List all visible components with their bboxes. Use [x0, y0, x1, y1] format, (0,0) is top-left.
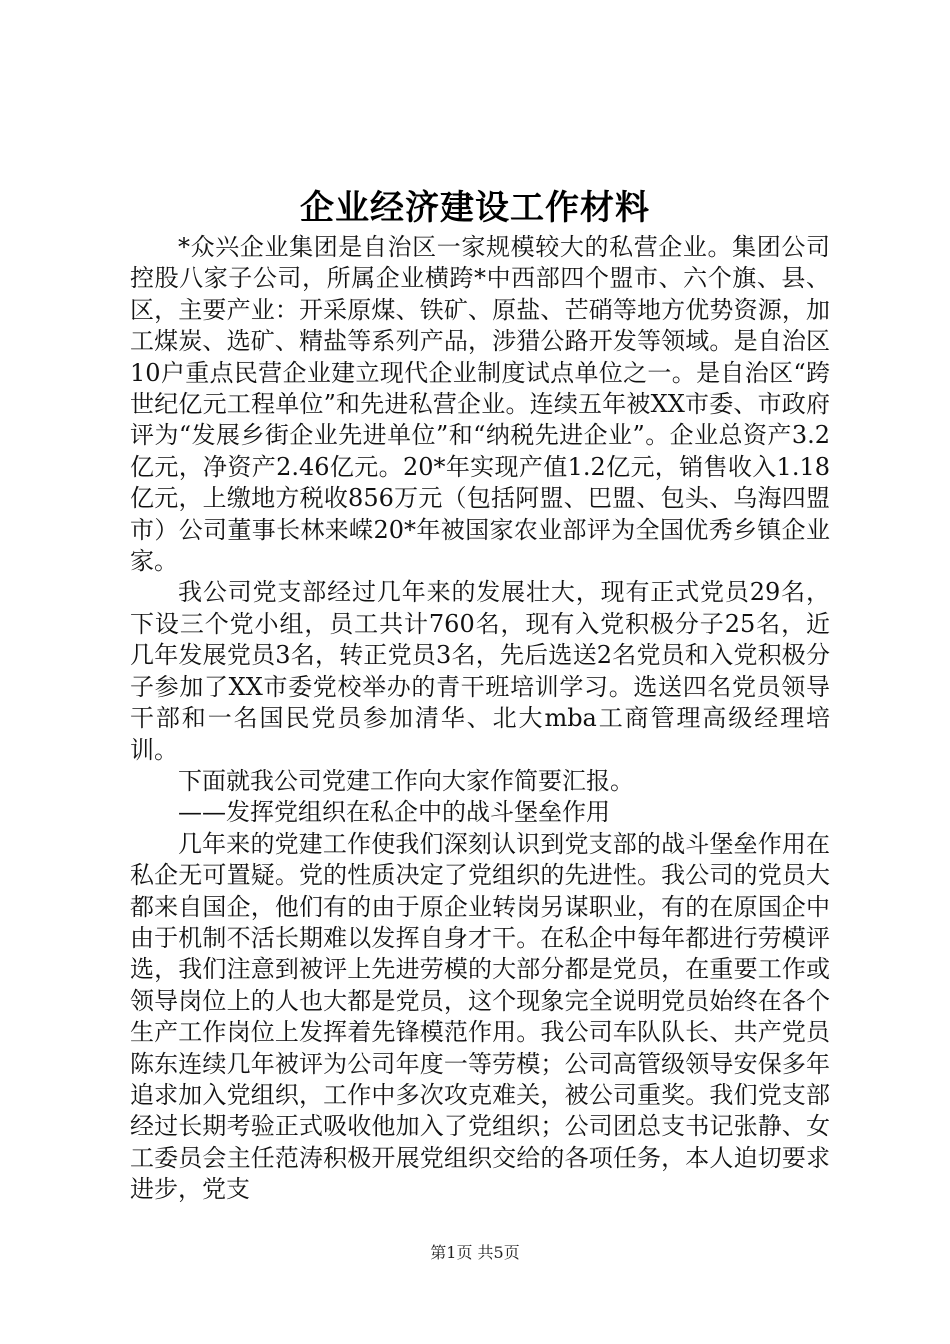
- page-footer: 第1页 共5页: [430, 1243, 520, 1262]
- paragraph: 几年来的党建工作使我们深刻认识到党支部的战斗堡垒作用在私企无可置疑。党的性质决定了党组织的先进性。我公司的党员大都来自国企，他们有的由于原企业转岗另谋职业，有的在原国企中由于机制不活长期难以发挥自身才干。在私企中每年都进行劳模评选，我们注意到被评上先进劳模的大部分都是党员，在重要工作或领导岗位上的人也大都是党员，这个现象完全说明党员始终在各个生产工作岗位上发挥着先锋模范作用。我公司车队队长、共产党员陈东连续几年被评为公司年度一等劳模；公司高管级领导安保多年追求加入党组织，工作中多次攻克难关，被公司重奖。我们党支部经过长期考验正式吸收他加入了党组织；公司团总支书记张静、女工委员会主任范涛积极开展党组织交给的各项任务，本人迫切要求进步，党支: [130, 829, 830, 1204]
- section-heading: ——发挥党组织在私企中的战斗堡垒作用: [178, 798, 610, 827]
- document-title: 企业经济建设工作材料: [300, 188, 650, 228]
- paragraph: 我公司党支部经过几年来的发展壮大，现有正式党员29名，下设三个党小组，员工共计760名，现有入党积极分子25名，近几年发展党员3名，转正党员3名，先后选送2名党员和入党积极分子参加了XX市委党校举办的青干班培训学习。选送四名党员领导干部和一名国民党员参加清华、北大mba工商管理高级经理培训。: [130, 578, 830, 764]
- paragraph: 下面就我公司党建工作向大家作简要汇报。: [178, 766, 634, 795]
- document-body: [130, 232, 830, 1206]
- paragraph: *众兴企业集团是自治区一家规模较大的私营企业。集团公司控股八家子公司，所属企业横跨*中西部四个盟市、六个旗、县、区，主要产业：开采原煤、铁矿、原盐、芒硝等地方优势资源，加工煤炭、选矿、精盐等系列产品，涉猎公路开发等领域。是自治区10户重点民营企业建立现代企业制度试点单位之一。是自治区“跨世纪亿元工程单位”和先进私营企业。连续五年被XX市委、市政府评为“发展乡街企业先进单位”和“纳税先进企业”。企业总资产3.2亿元，净资产2.46亿元。20*年实现产值1.2亿元，销售收入1.18亿元，上缴地方税收856万元（包括阿盟、巴盟、包头、乌海四盟市）公司董事长林来嵘20*年被国家农业部评为全国优秀乡镇企业家。: [130, 233, 830, 576]
